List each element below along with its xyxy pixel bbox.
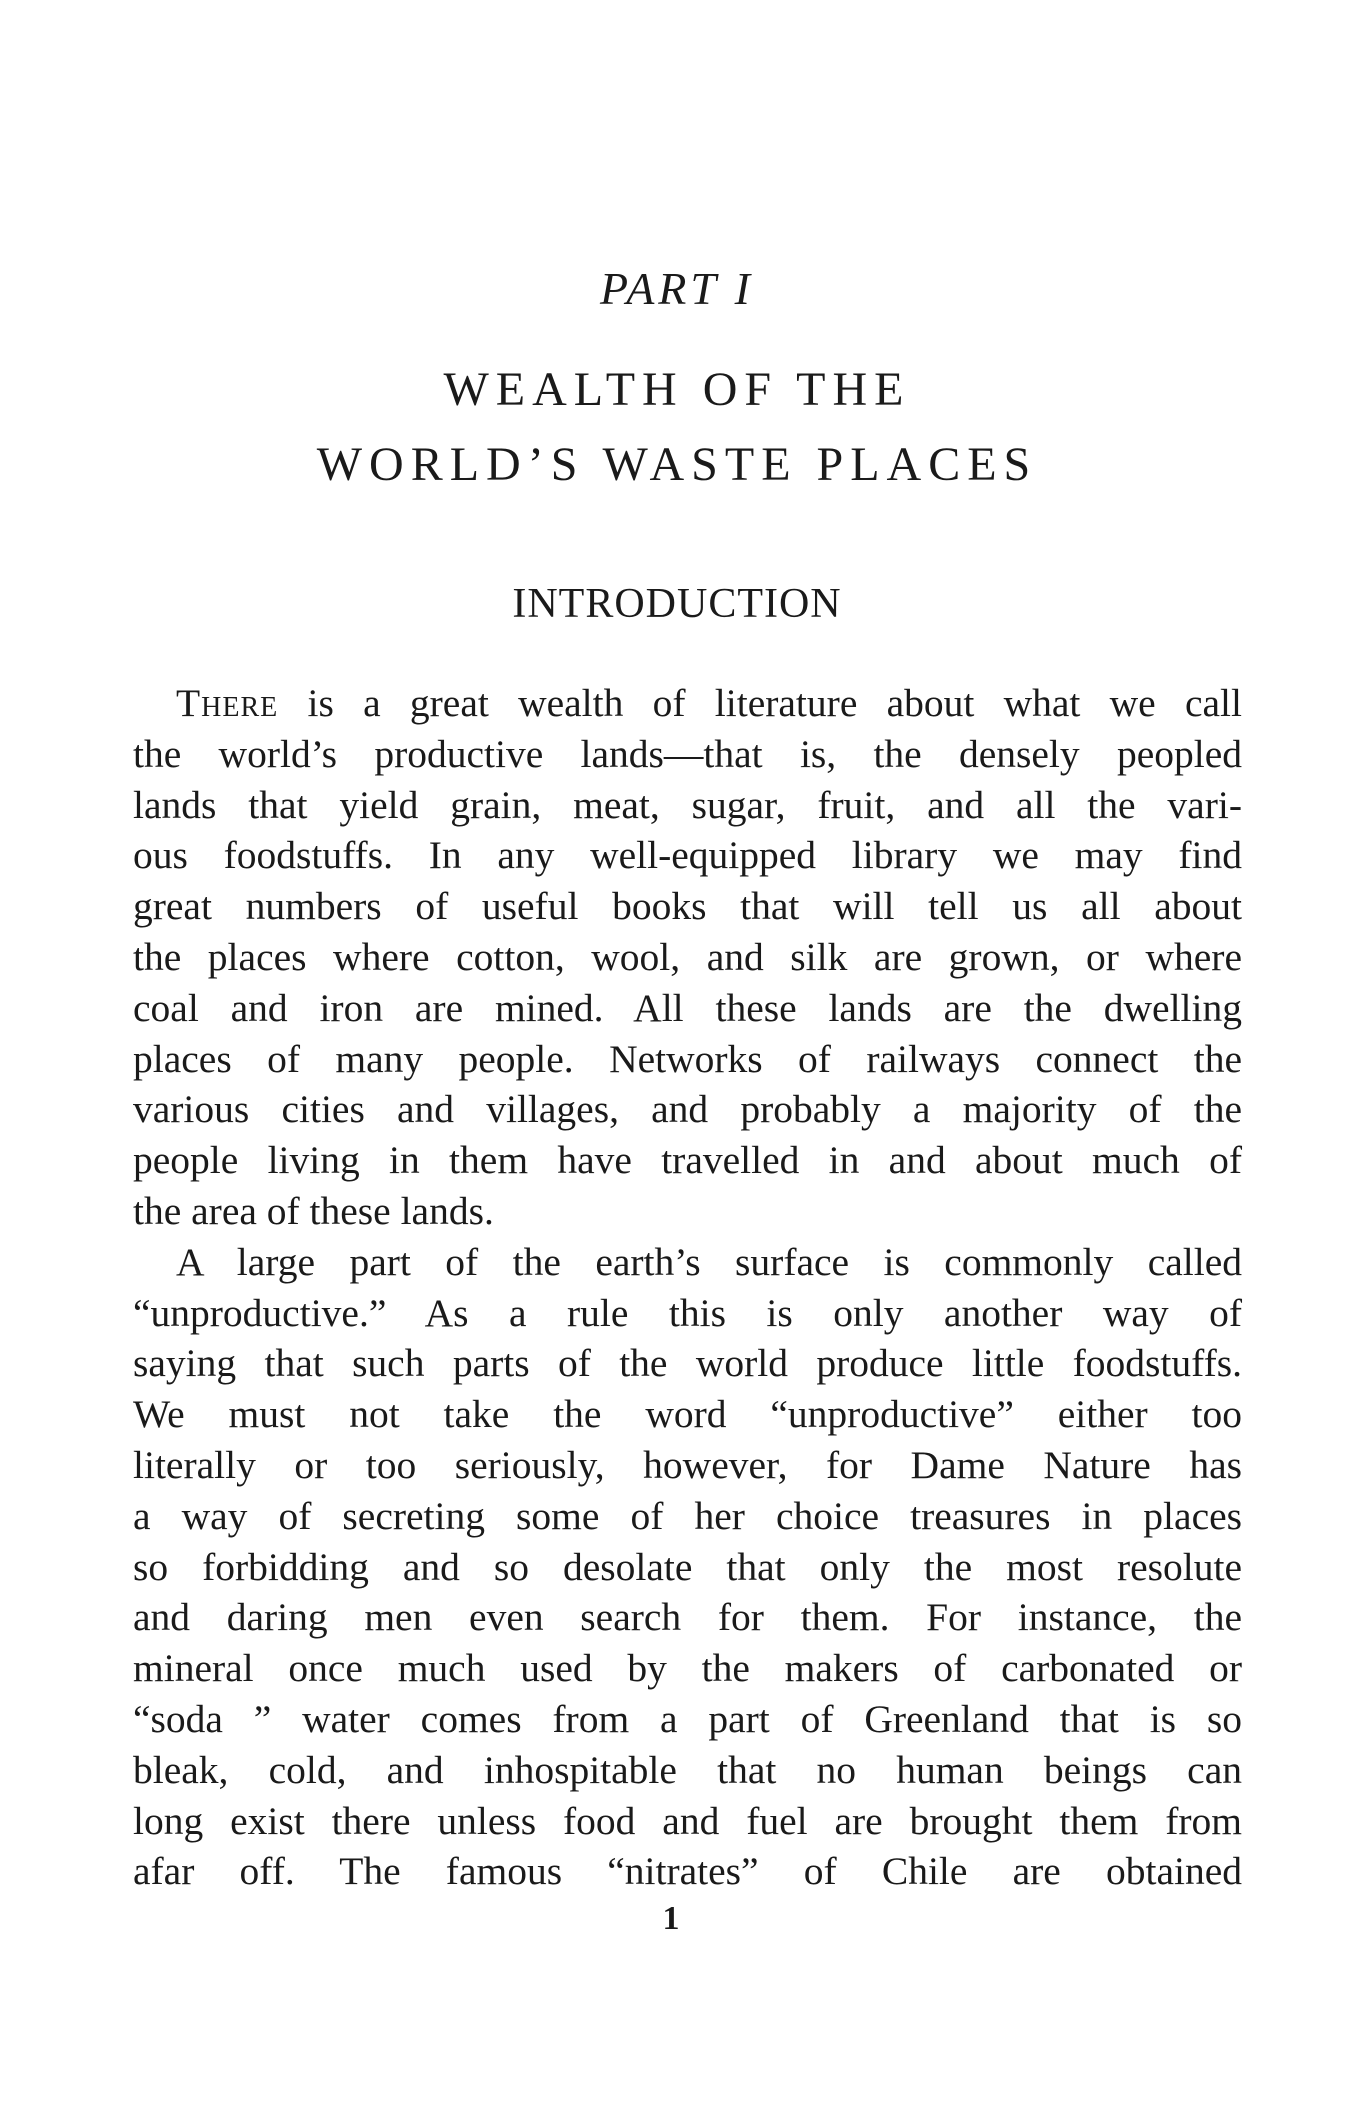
- line-text: bleak, cold, and inhospitable that no human beings can: [133, 1747, 1242, 1792]
- page-number: 1: [662, 1900, 680, 1937]
- text-line: [133, 1491, 1242, 1542]
- text-line: [133, 1796, 1242, 1847]
- text-line: [133, 1745, 1242, 1796]
- text-line: [133, 1338, 1242, 1389]
- text-line: [133, 729, 1242, 780]
- line-text: ous foodstuffs. In any well-equipped library we may find: [133, 833, 1242, 878]
- line-text: and daring men even search for them. For instance, the: [133, 1595, 1242, 1640]
- line-text: long exist there unless food and fuel are brought them from: [133, 1798, 1242, 1843]
- line-text: mineral once much used by the makers of carbonated or: [133, 1646, 1242, 1691]
- text-line: [133, 1084, 1242, 1135]
- text-line: [133, 1592, 1242, 1643]
- text-line: [133, 1389, 1242, 1440]
- text-line: [133, 1694, 1242, 1745]
- line-text: “soda ” water comes from a part of Greenland that is so: [133, 1696, 1242, 1741]
- text-line: [133, 1237, 1242, 1288]
- text-line: [133, 1135, 1242, 1186]
- text-line: [133, 830, 1242, 881]
- text-line: [133, 1643, 1242, 1694]
- text-line: [133, 1542, 1242, 1593]
- text-line: [133, 881, 1242, 932]
- line-text: the area of these lands.: [133, 1188, 494, 1233]
- line-text: coal and iron are mined. All these lands are the dwelling: [133, 985, 1242, 1030]
- line-text: various cities and villages, and probably a majority of the: [133, 1087, 1242, 1132]
- line-text: “unproductive.” As a rule this is only another way of: [133, 1290, 1242, 1335]
- line-text: a way of secreting some of her choice treasures in places: [133, 1493, 1242, 1538]
- drop-word: There: [176, 681, 279, 725]
- section-heading: INTRODUCTION: [512, 581, 842, 627]
- line-text: is a great wealth of literature about what we call: [278, 681, 1242, 725]
- text-line: [133, 1288, 1242, 1339]
- line-text: literally or too seriously, however, for Dame Nature has: [133, 1442, 1242, 1487]
- title-line-2: WORLD’S WASTE PLACES: [316, 438, 1038, 491]
- line-text: A large part of the earth’s surface is commonly called: [176, 1239, 1242, 1284]
- line-text: so forbidding and so desolate that only the most resolute: [133, 1544, 1242, 1589]
- line-text: places of many people. Networks of railways connect the: [133, 1036, 1242, 1081]
- line-text: saying that such parts of the world produce little foodstuffs.: [133, 1341, 1242, 1386]
- line-text: great numbers of useful books that will tell us all about: [133, 884, 1242, 929]
- body-text: [133, 678, 1242, 1897]
- title-line-1: WEALTH OF THE: [443, 363, 911, 416]
- text-line: [133, 780, 1242, 831]
- line-text: lands that yield grain, meat, sugar, fruit, and all the vari-: [133, 782, 1242, 827]
- part-heading: PART I: [600, 263, 754, 314]
- line-text: the places where cotton, wool, and silk are grown, or where: [133, 934, 1242, 979]
- text-line: [133, 1440, 1242, 1491]
- text-line: [133, 1846, 1242, 1897]
- line-text: We must not take the word “unproductive” either too: [133, 1392, 1242, 1437]
- line-text: people living in them have travelled in and about much of: [133, 1138, 1242, 1183]
- line-text: afar off. The famous “nitrates” of Chile are obtained: [133, 1849, 1242, 1894]
- text-line: [133, 678, 1242, 729]
- text-line: [133, 983, 1242, 1034]
- text-line: [133, 1186, 1242, 1237]
- line-text: the world’s productive lands—that is, the densely peopled: [133, 731, 1242, 776]
- text-line: [133, 1034, 1242, 1085]
- text-line: [133, 932, 1242, 983]
